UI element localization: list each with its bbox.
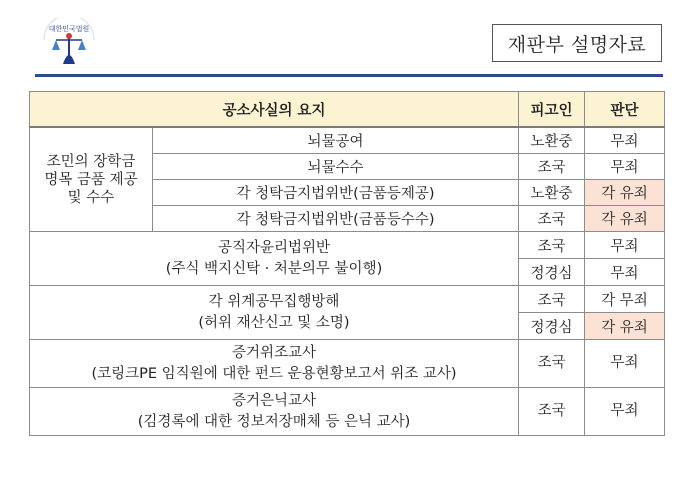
group-title-cell — [30, 340, 519, 388]
table-header-row — [30, 92, 665, 128]
fact-cell: 각 청탁금지법위반(금품등제공) — [153, 180, 519, 206]
header-defendant: 피고인 — [519, 92, 585, 128]
defendant-cell: 노환중 — [519, 127, 585, 154]
group-title-cell — [30, 232, 519, 286]
group-title-line: 및 수수 — [67, 189, 115, 206]
header-divider — [35, 74, 663, 77]
defendant-cell: 조국 — [519, 232, 585, 259]
group-title-line: 명목 금품 제공 — [44, 171, 138, 188]
group-title-line: 각 위계공무집행방해 — [208, 293, 340, 310]
group-title-line: (허위 재산신고 및 소명) — [198, 314, 350, 331]
group-title-line: 증거위조교사 — [231, 344, 317, 361]
defendant-cell: 정경심 — [519, 313, 585, 340]
fact-cell: 뇌물공여 — [153, 127, 519, 154]
verdict-cell: 무죄 — [585, 232, 665, 259]
group-title-line: 증거은닉교사 — [231, 392, 317, 409]
verdict-cell: 무죄 — [585, 340, 665, 388]
group-title-line: 조민의 장학금 — [46, 153, 136, 170]
group-title-line: (김경록에 대한 정보저장매체 등 은닉 교사) — [137, 413, 411, 430]
table-row — [30, 340, 665, 388]
header-facts: 공소사실의 요지 — [30, 92, 519, 128]
group-title-cell — [30, 127, 153, 232]
verdict-cell: 무죄 — [585, 127, 665, 154]
court-scales-emblem-icon — [38, 18, 100, 70]
table-row — [30, 388, 665, 436]
verdict-cell-guilty: 각 유죄 — [585, 313, 665, 340]
verdict-cell: 무죄 — [585, 259, 665, 286]
verdict-table — [29, 91, 665, 436]
fact-cell: 뇌물수수 — [153, 154, 519, 180]
court-logo — [38, 18, 100, 70]
defendant-cell: 조국 — [519, 340, 585, 388]
group-title-cell — [30, 388, 519, 436]
group-title-line: (코링크PE 임직원에 대한 펀드 운용현황보고서 위조 교사) — [91, 365, 457, 382]
logo-text: 대한민국법원 — [48, 25, 90, 33]
group-title-line: 공직자윤리법위반 — [217, 239, 331, 256]
fact-cell: 각 청탁금지법위반(금품등수수) — [153, 206, 519, 232]
defendant-cell: 정경심 — [519, 259, 585, 286]
defendant-cell: 조국 — [519, 286, 585, 313]
group-title-cell — [30, 286, 519, 340]
defendant-cell: 조국 — [519, 206, 585, 232]
verdict-cell: 각 무죄 — [585, 286, 665, 313]
table-row — [30, 286, 665, 313]
verdict-cell: 무죄 — [585, 388, 665, 436]
verdict-cell-guilty: 각 유죄 — [585, 206, 665, 232]
verdict-cell-guilty: 각 유죄 — [585, 180, 665, 206]
page-title-text: 재판부 설명자료 — [507, 33, 647, 56]
page-title — [492, 24, 662, 62]
group-title-line: (주식 백지신탁 · 처분의무 불이행) — [165, 260, 383, 277]
defendant-cell: 조국 — [519, 388, 585, 436]
header-verdict: 판단 — [585, 92, 665, 128]
defendant-cell: 조국 — [519, 154, 585, 180]
defendant-cell: 노환중 — [519, 180, 585, 206]
table-row — [30, 232, 665, 259]
verdict-cell: 무죄 — [585, 154, 665, 180]
table-row — [30, 127, 665, 154]
